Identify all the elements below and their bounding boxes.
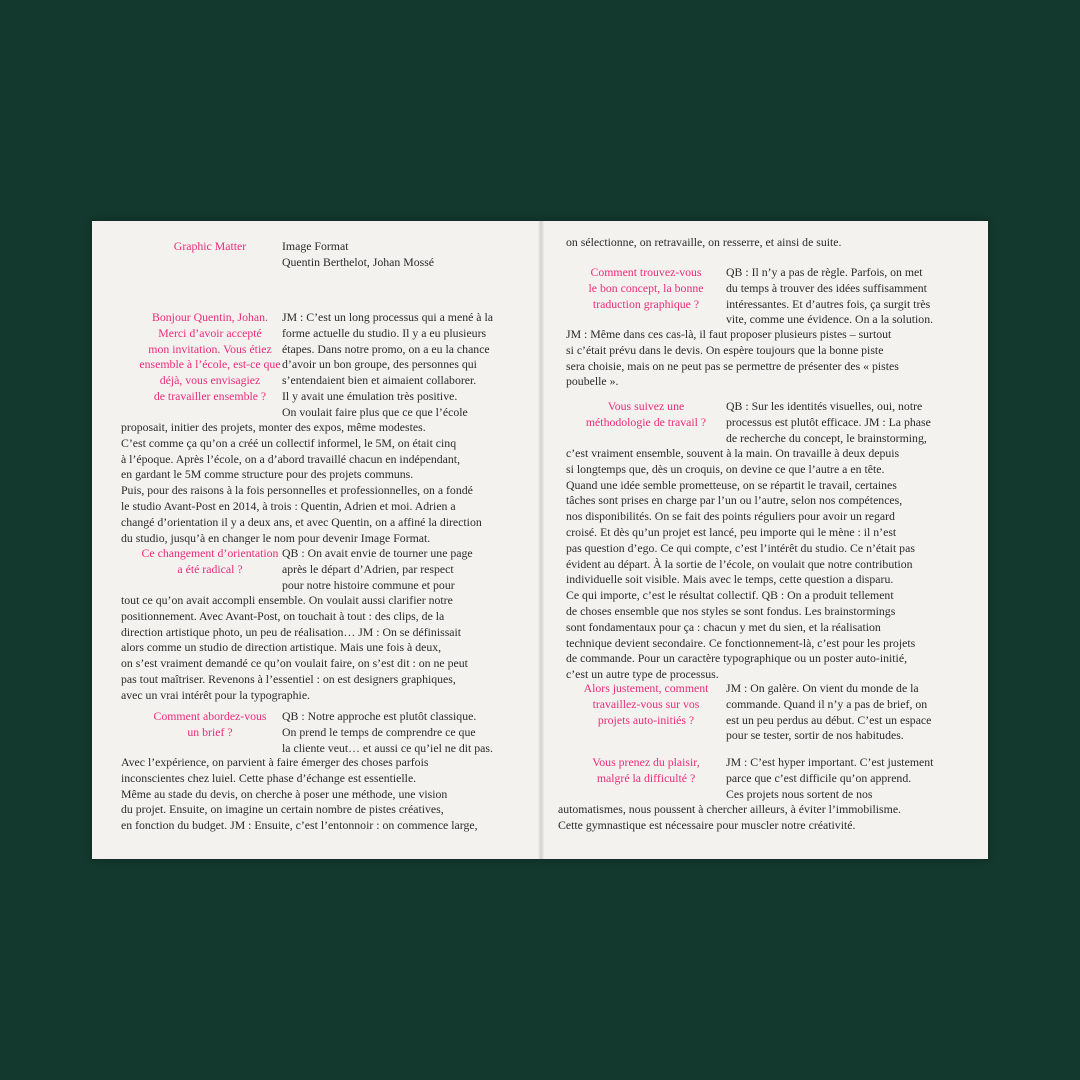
text-line: On prend le temps de comprendre ce que (282, 724, 476, 739)
text-line: Merci d’avoir accepté (158, 325, 262, 340)
question-6 (558, 681, 734, 728)
text-line: vite, comme une évidence. On a la solution. (726, 312, 934, 327)
text-line: déjà, vous envisagiez (159, 373, 261, 388)
text-line: automatismes, nous poussent à chercher ailleurs, à éviter l’immobilisme. (558, 802, 902, 816)
answer-1-side (282, 310, 493, 421)
text-line: croisé. Et dès qu’un projet est lancé, peu importe qui le mène : il n’est (566, 524, 897, 539)
text-line: Ces projets nous sortent de nos (726, 786, 873, 801)
answer-4-full (566, 327, 899, 390)
text-line: de recherche du concept, le brainstorming, (726, 430, 927, 445)
text-line: intéressantes. Et d’autres fois, ça surgit très (726, 296, 931, 311)
text-line: changé d’orientation il y a deux ans, et avec Quentin, on a affiné la direction (121, 514, 482, 529)
text-line: inconscientes chez luiel. Cette phase d’échange est essentielle. (121, 770, 417, 785)
text-line: JM : Même dans ces cas-là, il faut proposer plusieurs pistes – surtout (566, 327, 892, 341)
text-line: Vous suivez une (607, 399, 685, 413)
text-line: C’est comme ça qu’on a créé un collectif informel, le 5M, on était cinq (121, 435, 457, 450)
text-line: QB : On avait envie de tourner une page (282, 546, 473, 560)
text-line: poubelle ». (566, 374, 619, 389)
text-line: JM : C’est un long processus qui a mené à la (282, 310, 493, 324)
author-names: Quentin Berthelot, Johan Mossé (282, 254, 435, 269)
text-line: sont fondamentaux pour ça : chacun y met du sien, et la réalisation (566, 619, 881, 634)
answer-3-side (282, 709, 493, 756)
studio-name: Image Format (282, 239, 349, 253)
booklet-spread (92, 221, 988, 859)
text-line: Quand une idée semble prometteuse, on se répartit le travail, certaines (566, 477, 897, 492)
section-label: Graphic Matter (173, 239, 247, 253)
text-line: On voulait faire plus que ce que l’école (282, 404, 468, 419)
text-line: QB : Il n’y a pas de règle. Parfois, on met (726, 265, 923, 279)
text-line: si longtemps que, dès un croquis, on devine ce que l’autre a en tête. (566, 461, 885, 476)
answer-5-full (566, 446, 915, 683)
question-2 (120, 546, 300, 578)
text-line: si c’était prévu dans le devis. On espère toujours que la bonne piste (566, 342, 884, 357)
text-line: étapes. Dans notre promo, on a eu la chance (282, 341, 490, 356)
text-line: le bon concept, la bonne (588, 280, 704, 295)
answer-7-side (726, 755, 933, 802)
text-line: pour notre histoire commune et pour (282, 577, 455, 592)
text-line: Bonjour Quentin, Johan. (152, 310, 268, 324)
text-line: pour se tester, sortir de nos habitudes. (726, 728, 904, 743)
text-line: projets auto-initiés ? (597, 712, 695, 727)
answer-6-side (726, 681, 931, 744)
text-line: mon invitation. Vous étiez (148, 341, 272, 356)
text-line: Il y avait une émulation très positive. (282, 388, 458, 403)
right-page (544, 221, 988, 859)
text-line: QB : Notre approche est plutôt classique. (282, 709, 477, 723)
text-line: Comment trouvez-vous (590, 265, 702, 279)
answer-1-full (121, 420, 482, 546)
text-line: du temps à trouver des idées suffisamment (726, 280, 927, 295)
answer-2-side (282, 546, 473, 593)
answer-4-side (726, 265, 933, 328)
question-1 (132, 310, 288, 405)
answer-2-full (121, 593, 468, 704)
question-3 (132, 709, 288, 741)
text-line: alors comme un studio de direction artistique. Mais une fois à deux, (121, 640, 442, 655)
continuation-line: on sélectionne, on retravaille, on resserre, et ainsi de suite. (566, 235, 842, 249)
article-header (282, 239, 434, 271)
text-line: Comment abordez-vous (153, 709, 267, 723)
text-line: évident au départ. À la sortie de l’école, on voulait que notre contribution (566, 556, 913, 571)
text-line: après le départ d’Adrien, par respect (282, 561, 454, 576)
text-line: le studio Avant-Post en 2014, à trois : Quentin, Adrien et moi. Adrien a (121, 498, 456, 513)
text-line: forme actuelle du studio. Il y a eu plusieurs (282, 325, 487, 340)
text-line: la cliente veut… et aussi ce qu’iel ne dit pas. (282, 740, 493, 755)
text-line: Alors justement, comment (583, 681, 709, 695)
text-line: de commande. Pour un caractère typographique ou un poster auto-initié, (566, 651, 908, 666)
text-line: individuelle soit visible. Mais avec le temps, cette question a disparu. (566, 572, 894, 587)
text-line: technique devient secondaire. Ce fonctionnement-là, c’est pour les projets (566, 635, 916, 650)
text-line: Puis, pour des raisons à la fois personnelles et professionnelles, on a fondé (121, 483, 473, 498)
text-line: en fonction du budget. JM : Ensuite, c’est l’entonnoir : on commence large, (121, 818, 478, 833)
text-line: sera choisie, mais on ne peut pas se permettre de présenter des « pistes (566, 358, 899, 373)
text-line: Ce qui importe, c’est le résultat collectif. QB : On a produit tellement (566, 588, 894, 603)
text-line: Ce changement d’orientation (141, 546, 279, 560)
text-line: on s’est vraiment demandé ce qu’on voulait faire, on s’est dit : on ne peut (121, 656, 468, 671)
text-line: un brief ? (187, 724, 233, 739)
text-line: avec un vrai intérêt pour la typographie. (121, 687, 311, 702)
text-line: c’est un autre type de processus. (566, 667, 719, 682)
text-line: en gardant le 5M comme structure pour des projets communs. (121, 467, 414, 482)
text-line: de travailler ensemble ? (153, 388, 267, 403)
text-line: s’entendaient bien et aimaient collaborer. (282, 373, 477, 388)
text-line: Même au stade du devis, on cherche à poser une méthode, une vision (121, 786, 448, 801)
text-line: de choses ensemble que nos styles se sont fondus. Les brainstormings (566, 603, 896, 618)
text-line: est un peu perdus au début. C’est un espace (726, 712, 932, 727)
text-line: Cette gymnastique est nécessaire pour muscler notre créativité. (558, 817, 856, 832)
text-line: du projet. Ensuite, on imagine un certain nombre de pistes créatives, (121, 802, 444, 817)
text-line: d’avoir un bon groupe, des personnes qui (282, 357, 477, 372)
text-line: traduction graphique ? (592, 296, 700, 311)
answer-5-side (726, 399, 931, 446)
text-line: Vous prenez du plaisir, (592, 755, 700, 769)
text-line: direction artistique photo, un peu de réalisation… JM : On se définissait (121, 624, 462, 639)
question-5 (570, 399, 722, 431)
question-7 (570, 755, 722, 787)
text-line: travaillez-vous sur vos (592, 696, 700, 711)
text-line: à l’époque. Après l’école, on a d’abord travaillé chacun en indépendant, (121, 451, 461, 466)
answer-3-full (121, 755, 478, 834)
text-line: QB : Sur les identités visuelles, oui, notre (726, 399, 923, 413)
text-line: malgré la difficulté ? (596, 770, 696, 785)
question-4 (570, 265, 722, 312)
text-line: Avec l’expérience, on parvient à faire émerger des choses parfois (121, 755, 429, 769)
text-line: méthodologie de travail ? (585, 414, 707, 429)
text-line: a été radical ? (177, 561, 243, 576)
text-line: du studio, jusqu’à en changer le nom pour devenir Image Format. (121, 530, 431, 545)
text-line: ensemble à l’école, est-ce que (139, 357, 281, 372)
text-line: processus est plutôt efficace. JM : La phase (726, 414, 931, 429)
text-line: positionnement. Avec Avant-Post, on touchait à tout : des clips, de la (121, 608, 445, 623)
text-line: tâches sont prises en charge par l’un ou l’autre, selon nos compétences, (566, 493, 903, 508)
text-line: parce que c’est difficile qu’on apprend. (726, 770, 912, 785)
text-line: c’est vraiment ensemble, souvent à la main. On travaille à deux depuis (566, 446, 900, 460)
answer-7-full (558, 802, 901, 834)
left-page (92, 221, 538, 859)
text-line: JM : C’est hyper important. C’est justement (726, 755, 934, 769)
text-line: pas tout maîtriser. Revenons à l’essentiel : on est designers graphiques, (121, 671, 456, 686)
text-line: pas question d’ego. Ce qui compte, c’est l’intérêt du studio. Ce n’était pas (566, 540, 915, 555)
text-line: commande. Quand il n’y a pas de brief, on (726, 696, 928, 711)
text-line: proposait, initier des projets, monter des expos, même modestes. (121, 420, 426, 434)
text-line: nos disponibilités. On se fait des points réguliers pour avoir un regard (566, 509, 895, 524)
text-line: JM : On galère. On vient du monde de la (726, 681, 919, 695)
text-line: tout ce qu’on avait accompli ensemble. On voulait aussi clarifier notre (121, 593, 453, 607)
